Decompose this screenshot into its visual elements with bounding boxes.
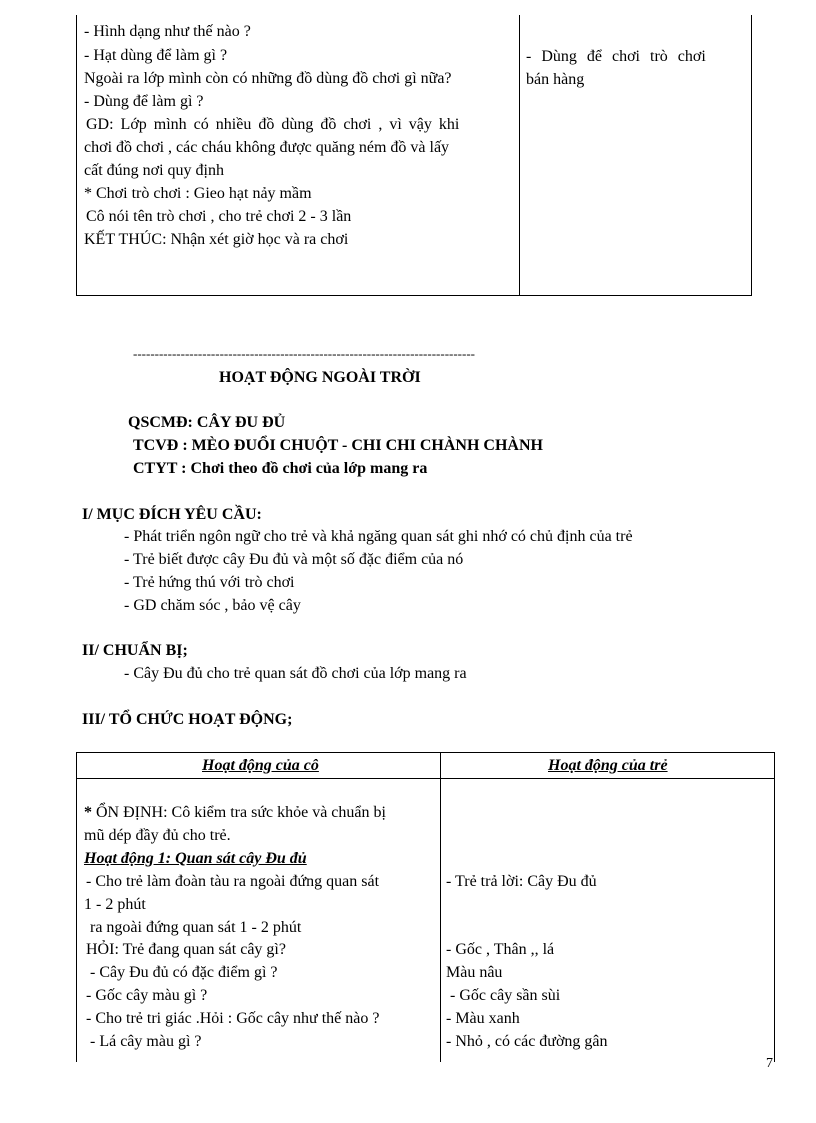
on-dinh-text: ỔN ĐỊNH: Cô kiểm tra sức khỏe và chuẩn bị [96, 804, 386, 821]
bottom-left-line: - Cây Đu đủ có đặc điểm gì ? [90, 964, 278, 981]
section-1-item: - GD chăm sóc , bảo vệ cây [124, 597, 301, 614]
page-number: 7 [766, 1056, 773, 1071]
bottom-left-line: HỎI: Trẻ đang quan sát cây gì? [86, 941, 286, 958]
section-2-item: - Cây Đu đủ cho trẻ quan sát đồ chơi của lớp mang ra [124, 665, 467, 682]
bottom-left-line: ra ngoài đứng quan sát 1 - 2 phút [90, 919, 302, 936]
top-left-line-9: Cô nói tên trò chơi , cho trẻ chơi 2 - 3 lần [86, 208, 352, 225]
top-left-line-1: - Hình dạng như thế nào ? [84, 23, 251, 40]
bottom-left-line: - Cho trẻ làm đoàn tàu ra ngoài đứng quan sát [86, 873, 380, 890]
bottom-right-line: - Trẻ trả lời: Cây Đu đủ [446, 873, 597, 890]
subtitle-ctyt: CTYT : Chơi theo đồ chơi của lớp mang ra [133, 460, 428, 477]
header-child-activity: Hoạt động của trẻ [548, 757, 668, 774]
bottom-right-line: - Gốc cây sần sùi [450, 987, 561, 1004]
bottom-left-line: 1 - 2 phút [84, 896, 146, 913]
activity-1-heading: Hoạt động 1: Quan sát cây Đu đủ [84, 850, 307, 867]
separator-line: ------------------------------------------------------------------------------- [133, 346, 475, 361]
top-left-line-8: * Chơi trò chơi : Gieo hạt nảy mầm [84, 185, 312, 202]
section-1-item: - Trẻ biết được cây Đu đủ và một số đặc điểm của nó [124, 551, 464, 568]
top-left-line-4: - Dùng để làm gì ? [84, 93, 204, 110]
bottom-right-line: - Nhỏ , có các đường gân [446, 1033, 608, 1050]
subtitle-qscmd: QSCMĐ: CÂY ĐU ĐỦ [128, 414, 286, 431]
on-dinh-line-1: * ỔN ĐỊNH: Cô kiểm tra sức khỏe và chuẩn bị [84, 804, 386, 821]
bottom-right-line: - Gốc , Thân ,, lá [446, 941, 555, 958]
top-left-line-6: chơi đồ chơi , các cháu không được quăng ném đồ và lấy [84, 139, 450, 156]
subtitle-tcvd: TCVĐ : MÈO ĐUỔI CHUỘT - CHI CHI CHÀNH CHÀNH [133, 437, 543, 454]
top-left-line-7: cất đúng nơi quy định [84, 162, 224, 179]
column-divider [519, 15, 520, 295]
column-divider [440, 753, 441, 1062]
top-left-line-10: KẾT THÚC: Nhận xét giờ học và ra chơi [84, 231, 349, 248]
header-divider [77, 778, 774, 779]
bottom-left-line: - Lá cây màu gì ? [90, 1033, 202, 1050]
section-1-item: - Phát triển ngôn ngữ cho trẻ và khả ngăng quan sát ghi nhớ có chủ định của trẻ [124, 528, 633, 545]
section-1-item: - Trẻ hứng thú với trò chơi [124, 574, 295, 591]
top-left-line-5: GD: Lớp mình có nhiều đồ dùng đồ chơi , vì vậy khi [86, 116, 460, 133]
top-left-line-2: - Hạt dùng để làm gì ? [84, 47, 228, 64]
section-1-heading: I/ MỤC ĐÍCH YÊU CẦU: [82, 506, 262, 523]
on-dinh-line-2: mũ dép đầy đủ cho trẻ. [84, 827, 231, 844]
header-teacher-activity: Hoạt động của cô [202, 757, 319, 774]
top-right-line-2: bán hàng [526, 71, 585, 88]
bottom-right-line: - Màu xanh [446, 1010, 520, 1027]
bottom-right-line: Màu nâu [446, 964, 503, 981]
bottom-left-line: - Cho trẻ tri giác .Hỏi : Gốc cây như thế nào ? [86, 1010, 380, 1027]
bottom-left-line: - Gốc cây màu gì ? [86, 987, 208, 1004]
section-3-heading: III/ TỔ CHỨC HOẠT ĐỘNG; [82, 711, 293, 728]
section-2-heading: II/ CHUẨN BỊ; [82, 642, 188, 659]
top-left-line-3: Ngoài ra lớp mình còn có những đồ dùng đồ chơi gì nữa? [84, 70, 452, 87]
top-right-line-1: - Dùng để chơi trò chơi [526, 48, 706, 65]
page-title: HOẠT ĐỘNG NGOÀI TRỜI [219, 369, 421, 386]
